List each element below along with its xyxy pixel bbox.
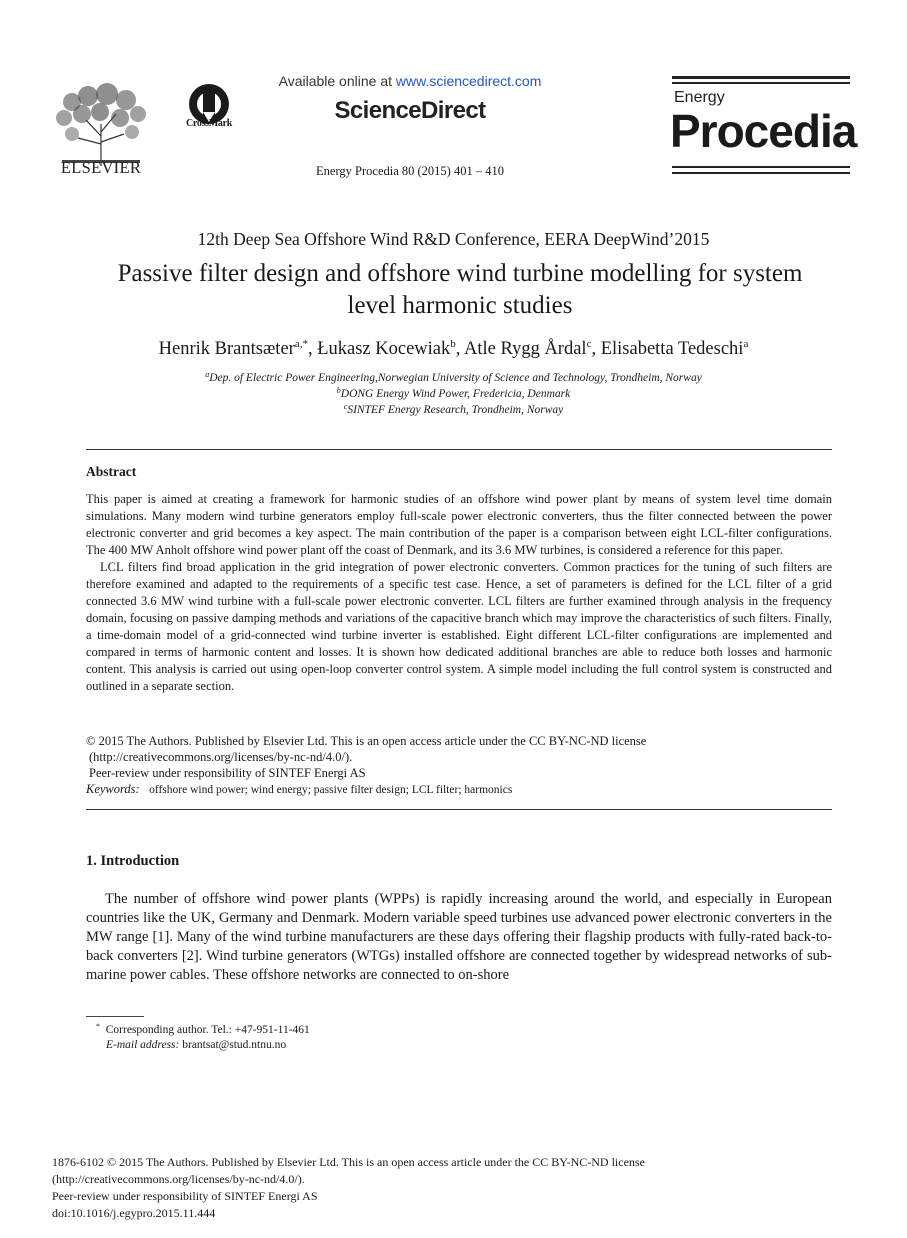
introduction-paragraph: The number of offshore wind power plants (WPPs) is rapidly increasing around the world, and especially in European countries like the UK, Germany and Denmark. Modern variable speed turbines use advanced power electronic converters in the MW range [1]. Many of the wind turbine manufacturers are these days offering their flagship products with fully-rated back-to-back converters [2]. Wind turbine generators (WTGs) installed offshore are connected together by widespread networks of sub-marine power cables. These offshore networks are connected to on-shore (86, 891, 832, 983)
abstract-paragraph: This paper is aimed at creating a framework for harmonic studies of an offshore wind power plant by means of system level time domain simulations. Many modern wind turbine generators employ full-scale power electronic converters, thus the filter connected between the power electronic converter and grid becomes a key aspect. The main contribution of the paper is a comparison between eight LCL-filter configurations. The 400 MW Anholt offshore wind power plant off the coast of Denmark, and its 3.6 MW turbines, is considered a reference for this paper. (86, 492, 832, 557)
journal-reference: Energy Procedia 80 (2015) 401 – 410 (316, 164, 504, 178)
author-affiliation-mark: a,* (294, 338, 308, 350)
author-name: Atle Rygg Årdal (464, 339, 587, 359)
affiliation-mark: a (205, 370, 210, 379)
abstract-body (86, 491, 832, 695)
peer-review-note: Peer-review under responsibility of SINTEF Energi AS (89, 766, 366, 780)
affiliation (0, 386, 907, 400)
section-divider (86, 809, 832, 810)
available-online (260, 73, 560, 89)
publication-footer (52, 1154, 852, 1222)
keywords-label: Keywords: (86, 782, 140, 796)
keywords-text: offshore wind power; wind energy; passive filter design; LCL filter; harmonics (149, 784, 513, 796)
license-link[interactable]: (http://creativecommons.org/licenses/by-nc-nd/4.0/). (89, 750, 353, 764)
affiliation-text: Dep. of Electric Power Engineering,Norwegian University of Science and Technology, Trondheim, Norway (209, 372, 702, 384)
crossmark-label: CrossMark (185, 118, 232, 129)
introduction-heading: 1. Introduction (86, 853, 180, 869)
sciencedirect-brand: ScienceDirect (334, 97, 486, 124)
author-affiliation-mark: b (450, 338, 456, 350)
elsevier-wordmark: ELSEVIER (60, 158, 142, 177)
journal-brand-rule (672, 76, 850, 79)
email-address[interactable]: brantsat@stud.ntnu.no (182, 1039, 287, 1051)
abstract-heading: Abstract (86, 464, 137, 479)
paper-title (70, 258, 850, 322)
affiliation (0, 402, 907, 416)
abstract-paragraph: LCL filters find broad application in the grid integration of power electronic converters. Common practices for the tuning of such filters are therefore examined and adapted to the requirements of a specific test case. Hence, a set of parameters is defined for the LCL filter of a grid connected 3.6 MW wind turbine with a full-scale power electronic converter. LCL filters are further examined through analysis in the frequency domain, focusing on passive damping methods and variations of the capacitive branch which may improve the characteristics of such filters. Finally, a time-domain model of a grid-connected wind turbine inverter is established. Eight different LCL-filter configurations are implemented and compared in terms of harmonic content and losses. It is shown how dedicated additional branches are able to reduce both losses and harmonic content. This analysis is carried out using open-loop converter control system. A simple model including the full control system is constructed and outlined in a separate section. (86, 560, 832, 693)
footnote-corresponding (96, 1022, 310, 1036)
affiliation-mark: b (336, 386, 341, 395)
footnote-marker: * (96, 1022, 100, 1031)
author-name: Elisabetta Tedeschi (600, 339, 744, 359)
corresponding-author: Corresponding author. Tel.: +47-951-11-461 (105, 1024, 310, 1036)
available-online-prefix: Available online at (278, 73, 396, 89)
affiliation-text: DONG Energy Wind Power, Fredericia, Denmark (340, 388, 571, 400)
affiliation-text: SINTEF Energy Research, Trondheim, Norway (347, 404, 564, 416)
issn-copyright: 1876-6102 © 2015 The Authors. Published by Elsevier Ltd. This is an open access article under the CC BY-NC-ND license (52, 1155, 645, 1169)
footnote-rule (86, 1016, 144, 1017)
paper-title-line: level harmonic studies (347, 292, 573, 319)
author-name: Henrik Brantsæter (158, 339, 295, 359)
doi[interactable]: doi:10.1016/j.egypro.2015.11.444 (52, 1206, 216, 1220)
paper-title-line: Passive filter design and offshore wind turbine modelling for system (117, 260, 803, 287)
affiliation-mark: c (343, 402, 348, 411)
journal-brand-rule (672, 172, 850, 174)
sciencedirect-link[interactable]: www.sciencedirect.com (395, 73, 542, 89)
affiliation (0, 370, 907, 384)
author-affiliation-mark: a (743, 338, 749, 350)
author-list: Henrik Brantsæter$^{a,*}$, Łukasz Kocewiak$^b$, Atle Rygg Årdal$^c$, Elisabetta Tedeschi$^a$ (158, 338, 749, 359)
author-affiliation-mark: c (586, 338, 592, 350)
section-divider (86, 449, 832, 450)
journal-brand-rule (672, 166, 850, 168)
journal-brand-rule (672, 82, 850, 84)
footer-license-link[interactable]: (http://creativecommons.org/licenses/by-nc-nd/4.0/). (52, 1172, 305, 1186)
conference-name: 12th Deep Sea Offshore Wind R&D Conference, EERA DeepWind’2015 (197, 229, 710, 249)
journal-brand-energy: Energy (674, 89, 725, 106)
author-name: Łukasz Kocewiak (317, 339, 451, 359)
copyright-notice: © 2015 The Authors. Published by Elsevier Ltd. This is an open access article under the CC BY-NC-ND license (86, 734, 647, 748)
journal-brand-procedia: Procedia (670, 105, 857, 157)
keywords-line (86, 781, 832, 798)
footnote-email (106, 1039, 286, 1051)
email-label: E-mail address: (106, 1039, 180, 1051)
footer-peer-review: Peer-review under responsibility of SINTEF Energi AS (52, 1189, 318, 1203)
abstract-license-block (86, 733, 832, 798)
